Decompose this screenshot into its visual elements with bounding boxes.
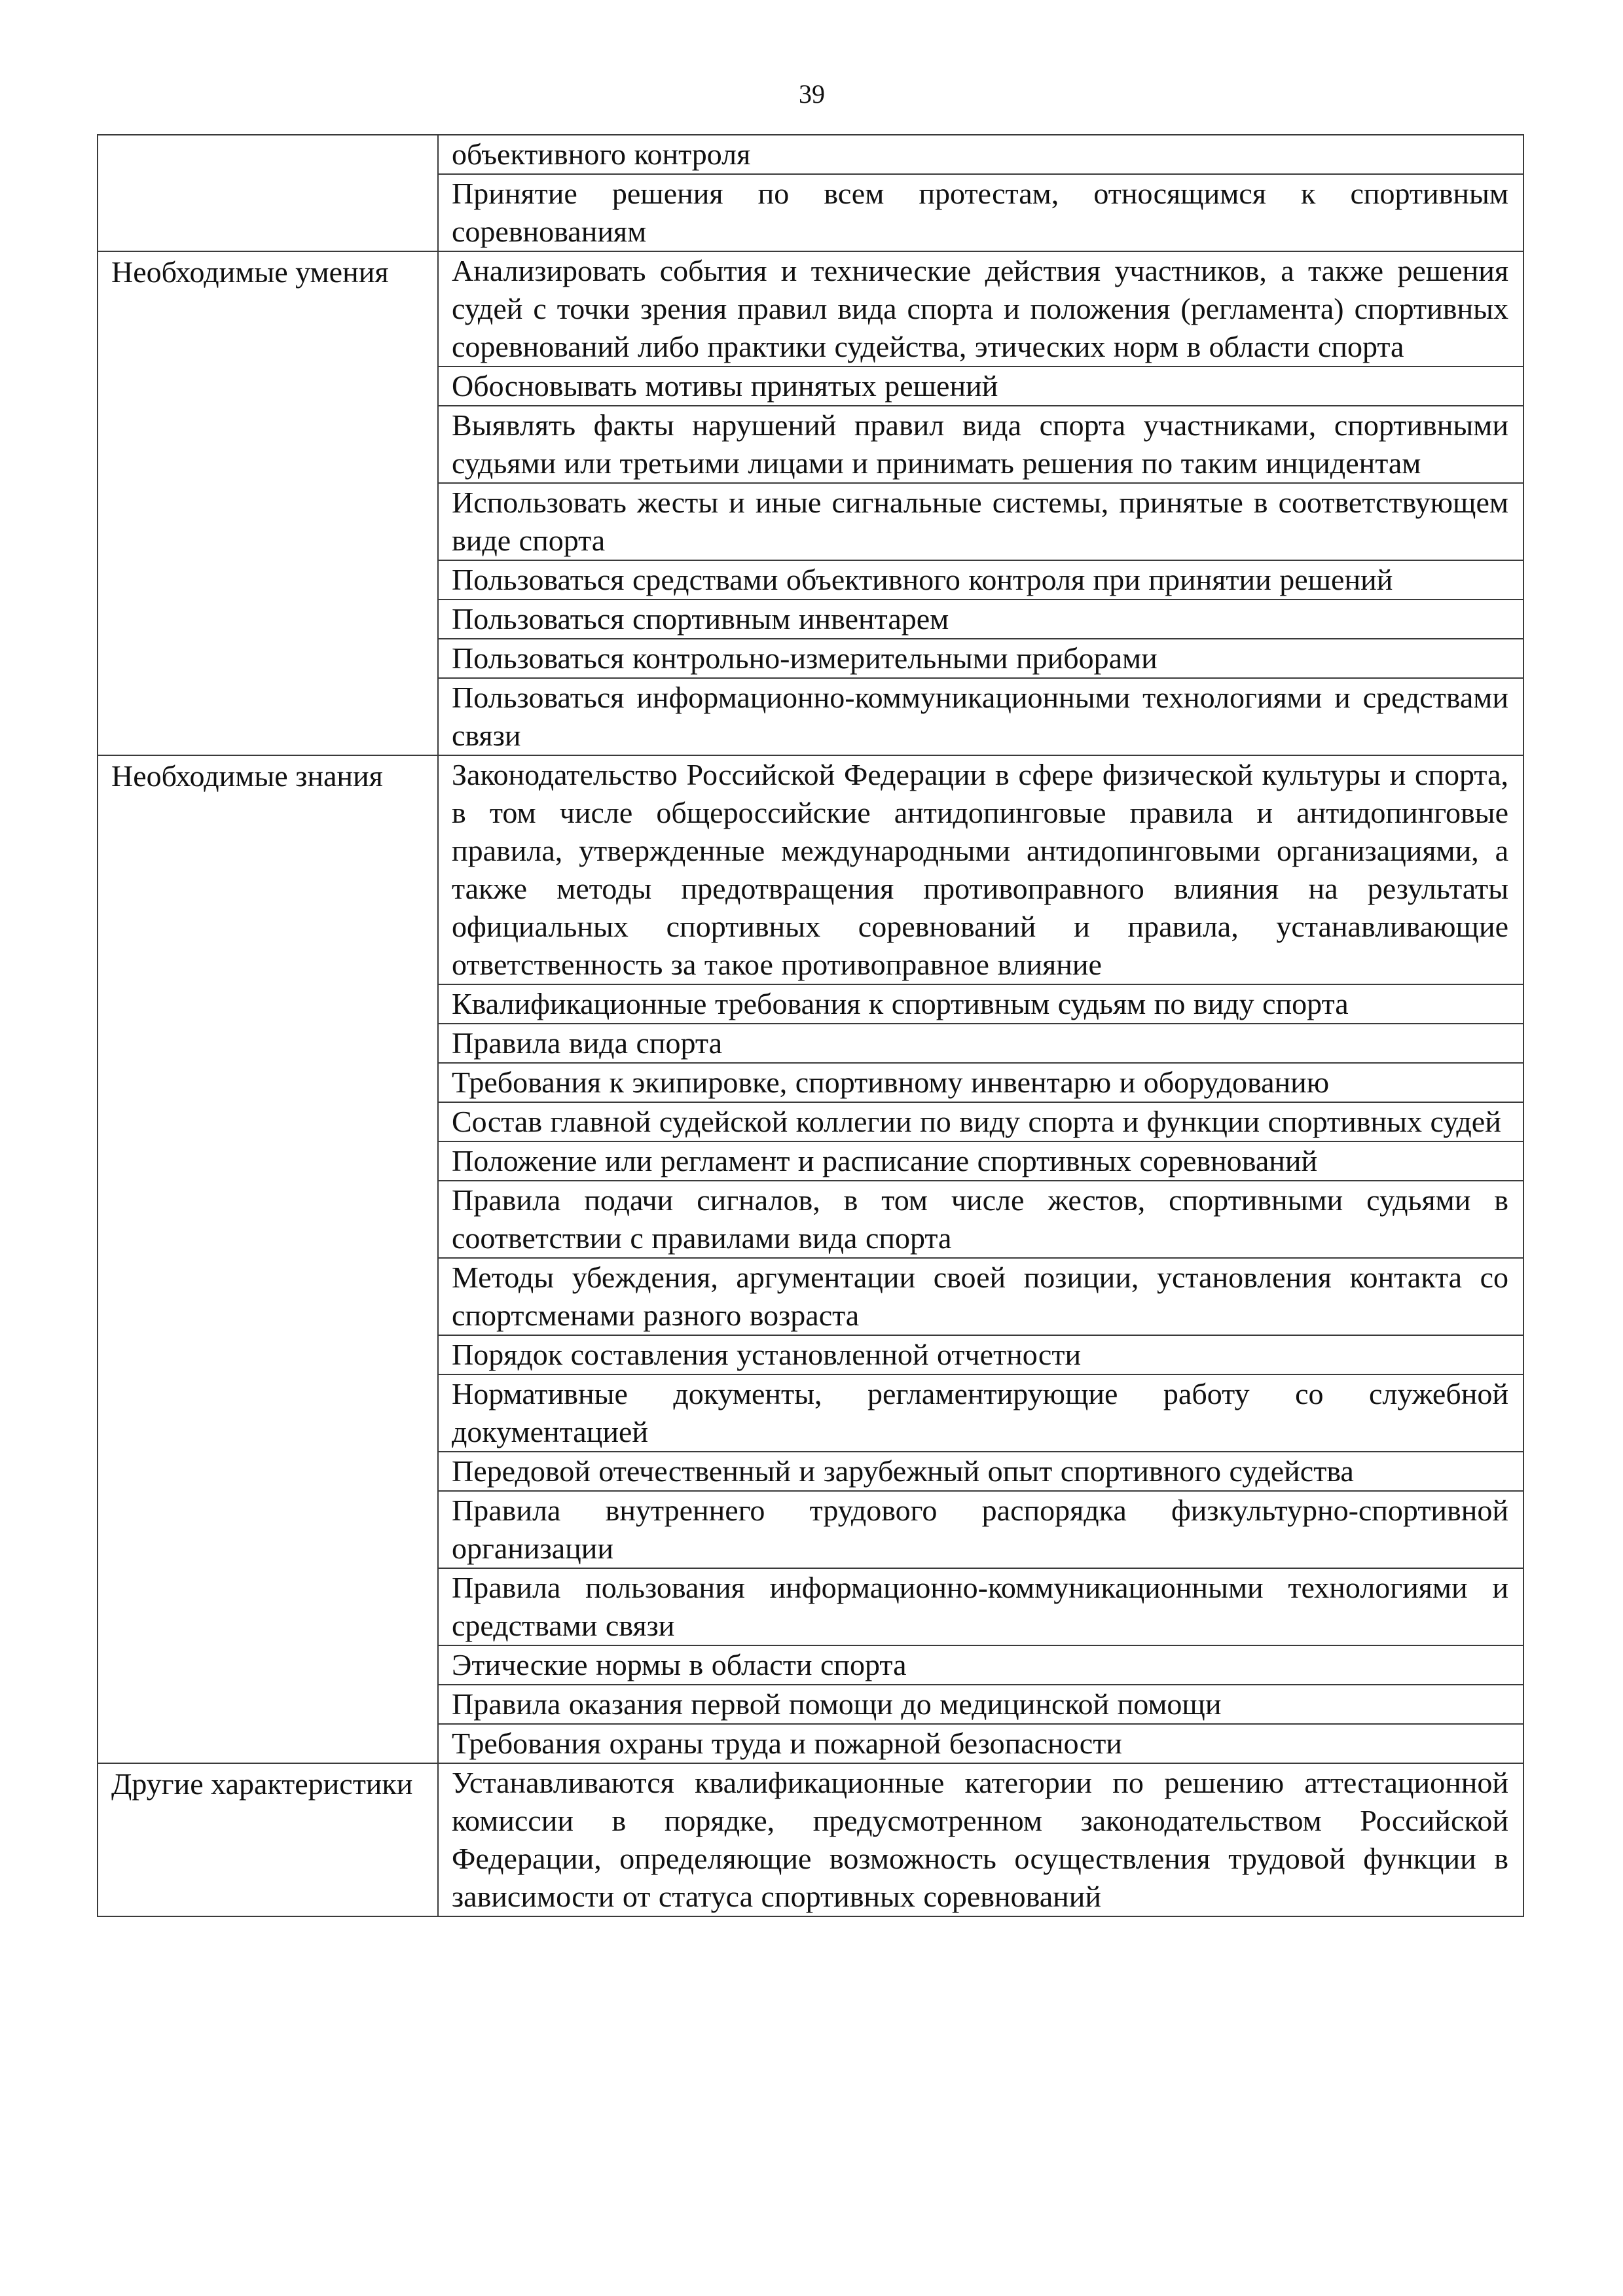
table-cell: Квалификационные требования к спортивным судьям по виду спорта: [438, 984, 1523, 1024]
table-cell: Правила оказания первой помощи до медицинской помощи: [438, 1685, 1523, 1724]
table-cell: Правила вида спорта: [438, 1024, 1523, 1063]
table-row: [98, 251, 1523, 367]
table-cell: Правила подачи сигналов, в том числе жестов, спортивными судьями в соответствии с правилами вида спорта: [438, 1181, 1523, 1258]
table-cell: Пользоваться информационно-коммуникационными технологиями и средствами связи: [438, 678, 1523, 755]
row-label-other: Другие характеристики: [98, 1763, 438, 1916]
table-row: [98, 1763, 1523, 1916]
table-cell: Этические нормы в области спорта: [438, 1645, 1523, 1685]
row-label-skills: Необходимые умения: [98, 251, 438, 755]
table-row: [98, 755, 1523, 984]
table-cell: объективного контроля: [438, 135, 1523, 174]
table-cell: Передовой отечественный и зарубежный опыт спортивного судейства: [438, 1452, 1523, 1491]
table-cell: Нормативные документы, регламентирующие работу со служебной документацией: [438, 1374, 1523, 1452]
table-cell: Использовать жесты и иные сигнальные системы, принятые в соответствующем виде спорта: [438, 483, 1523, 560]
row-label-knowledge: Необходимые знания: [98, 755, 438, 1763]
table-cell: Состав главной судейской коллегии по виду спорта и функции спортивных судей: [438, 1102, 1523, 1141]
row-label-empty: [98, 135, 438, 251]
table-cell: Обосновывать мотивы принятых решений: [438, 367, 1523, 406]
table-cell: Пользоваться средствами объективного контроля при принятии решений: [438, 560, 1523, 600]
table-cell: Требования охраны труда и пожарной безопасности: [438, 1724, 1523, 1763]
table-cell: Устанавливаются квалификационные категории по решению аттестационной комиссии в порядке, предусмотренном законодательством Российской Федерации, определяющие возможность осуществления трудовой функции в зависимости от статуса спортивных соревнований: [438, 1763, 1523, 1916]
table-cell: Правила внутреннего трудового распорядка физкультурно-спортивной организации: [438, 1491, 1523, 1568]
table-cell: Положение или регламент и расписание спортивных соревнований: [438, 1141, 1523, 1181]
table-cell: Требования к экипировке, спортивному инвентарю и оборудованию: [438, 1063, 1523, 1102]
page-number: 39: [799, 79, 825, 109]
requirements-table: [97, 134, 1524, 1917]
table-cell: Принятие решения по всем протестам, относящимся к спортивным соревнованиям: [438, 174, 1523, 251]
table-cell: Выявлять факты нарушений правил вида спорта участниками, спортивными судьями или третьими лицами и принимать решения по таким инцидентам: [438, 406, 1523, 483]
table-cell: Анализировать события и технические действия участников, а также решения судей с точки зрения правил вида спорта и положения (регламента) спортивных соревнований либо практики судейства, этических норм в области спорта: [438, 251, 1523, 367]
table-cell: Пользоваться спортивным инвентарем: [438, 600, 1523, 639]
table-cell: Порядок составления установленной отчетности: [438, 1335, 1523, 1374]
table-cell: Пользоваться контрольно-измерительными приборами: [438, 639, 1523, 678]
table-cell: Правила пользования информационно-коммуникационными технологиями и средствами связи: [438, 1568, 1523, 1645]
table-cell: Методы убеждения, аргументации своей позиции, установления контакта со спортсменами разного возраста: [438, 1258, 1523, 1335]
table-row: [98, 135, 1523, 174]
table-cell: Законодательство Российской Федерации в сфере физической культуры и спорта, в том числе общероссийские антидопинговые правила и антидопинговые правила, утвержденные международными антидопинговыми организациями, а также методы предотвращения противоправного влияния на результаты официальных спортивных соревнований и правила, устанавливающие ответственность за такое противоправное влияние: [438, 755, 1523, 984]
